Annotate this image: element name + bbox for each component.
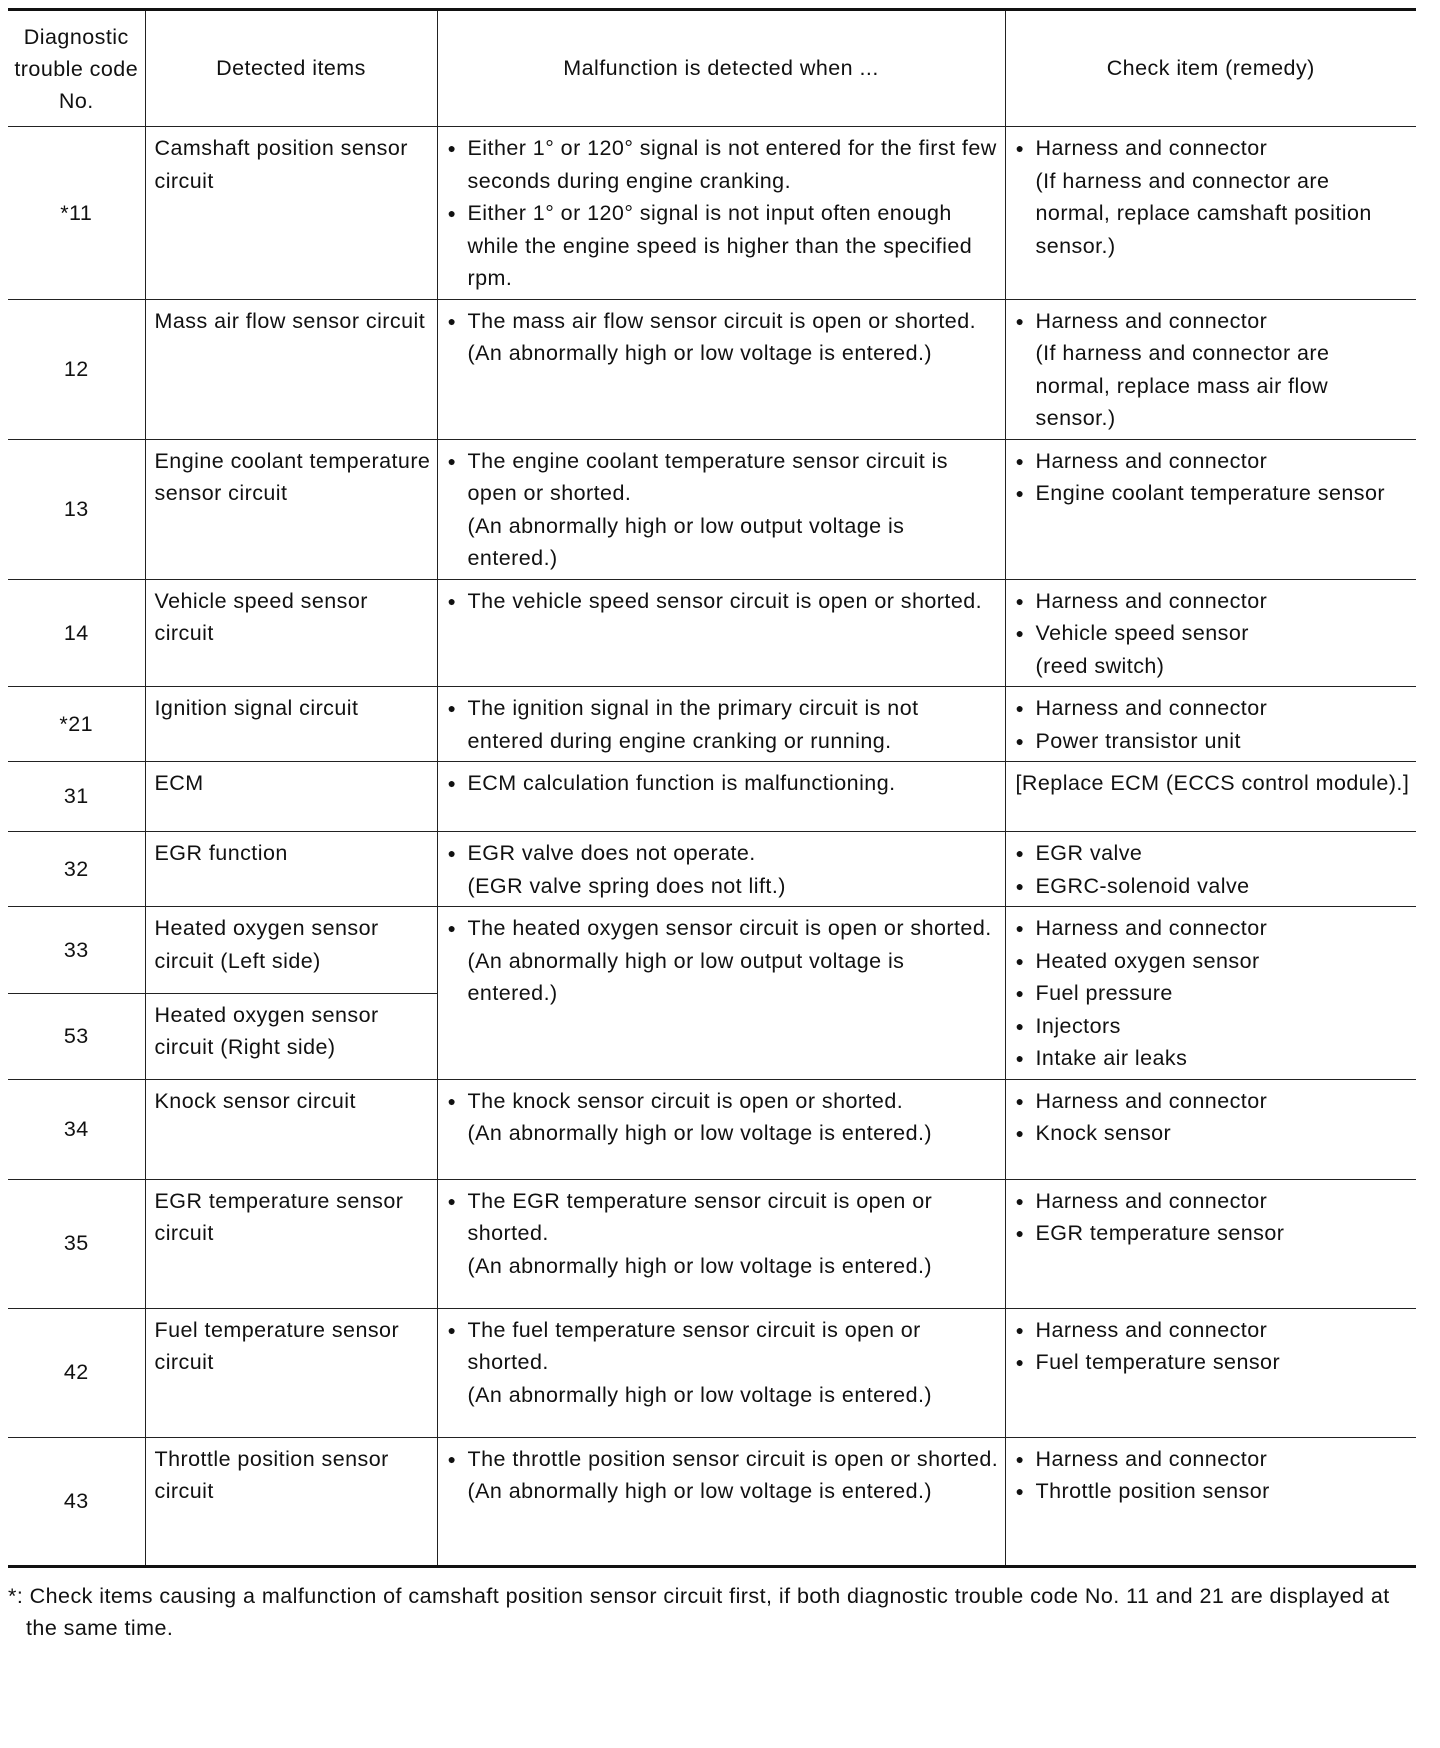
- detected-item: Heated oxygen sensor circuit (Right side): [145, 993, 437, 1079]
- malfunction-condition: [437, 687, 1005, 762]
- note-text: (An abnormally high or low voltage is entered.): [467, 1121, 933, 1145]
- note-text: (An abnormally high or low output voltage is entered.): [467, 513, 905, 570]
- bullet-item: ● The throttle position sensor circuit is open or shorted.: [448, 1443, 999, 1476]
- bullet-item: ● EGR valve does not operate.: [448, 837, 999, 870]
- detected-item: Heated oxygen sensor circuit (Left side): [145, 907, 437, 994]
- check-item-remedy: [1005, 1079, 1416, 1179]
- check-item-remedy: [1005, 1179, 1416, 1308]
- bullet-item: ● The ignition signal in the primary circuit is not entered during engine cranking or running.: [448, 692, 999, 757]
- malfunction-condition: [437, 1437, 1005, 1566]
- table-row: [8, 579, 1416, 687]
- note-text: (An abnormally high or low voltage is entered.): [467, 341, 933, 365]
- bullet-item: ● The heated oxygen sensor circuit is open or shorted.: [448, 912, 999, 945]
- bullet-item: ● The fuel temperature sensor circuit is open or shorted.: [448, 1314, 999, 1379]
- bullet-item: ● Harness and connector: [1016, 1085, 1411, 1118]
- table-row: [8, 687, 1416, 762]
- table-body: [8, 127, 1416, 1567]
- bullet-item: ● The knock sensor circuit is open or shorted.: [448, 1085, 999, 1118]
- bullet-item: ● Harness and connector: [1016, 1443, 1411, 1476]
- check-item-remedy: [1005, 762, 1416, 832]
- trouble-code: *21: [8, 687, 145, 762]
- bullet-item: ● Either 1° or 120° signal is not input often enough while the engine speed is higher than the specified rpm.: [448, 197, 999, 295]
- table-row: [8, 762, 1416, 832]
- header-check-item: Check item (remedy): [1005, 10, 1416, 127]
- bullet-item: ● The EGR temperature sensor circuit is open or shorted.: [448, 1185, 999, 1250]
- header-detected-items: Detected items: [145, 10, 437, 127]
- trouble-code: *11: [8, 127, 145, 300]
- note-text: (An abnormally high or low voltage is entered.): [467, 1382, 933, 1407]
- header-malfunction: Malfunction is detected when ...: [437, 10, 1005, 127]
- malfunction-condition: [437, 1179, 1005, 1308]
- trouble-code: 31: [8, 762, 145, 832]
- trouble-code: 53: [8, 993, 145, 1079]
- note-text: (An abnormally high or low voltage is entered.): [467, 1253, 933, 1278]
- bullet-item: ● Harness and connector: [1016, 305, 1411, 338]
- check-item-remedy: [1005, 127, 1416, 300]
- check-item-remedy: [1005, 1437, 1416, 1566]
- bullet-item: ● ECM calculation function is malfunctioning.: [448, 767, 999, 800]
- malfunction-condition: [437, 762, 1005, 832]
- table-row: [8, 1437, 1416, 1566]
- table-row: [8, 1079, 1416, 1179]
- detected-item: Fuel temperature sensor circuit: [145, 1308, 437, 1437]
- bullet-item: ● Injectors: [1016, 1010, 1411, 1043]
- detected-item: Engine coolant temperature sensor circuit: [145, 439, 437, 579]
- bullet-item: ● Harness and connector: [1016, 445, 1411, 478]
- bullet-item: ● EGR temperature sensor: [1016, 1217, 1411, 1250]
- bullet-item: ● Heated oxygen sensor: [1016, 945, 1411, 978]
- detected-item: Camshaft position sensor circuit: [145, 127, 437, 300]
- bullet-item: ● Harness and connector: [1016, 585, 1411, 618]
- table-row: [8, 1308, 1416, 1437]
- detected-item: Throttle position sensor circuit: [145, 1437, 437, 1566]
- bullet-item: ● The vehicle speed sensor circuit is open or shorted.: [448, 585, 999, 618]
- bullet-item: ● Harness and connector: [1016, 1185, 1411, 1218]
- bullet-item: ● Engine coolant temperature sensor: [1016, 477, 1411, 510]
- bullet-item: ● Harness and connector: [1016, 1314, 1411, 1347]
- detected-item: ECM: [145, 762, 437, 832]
- trouble-code: 32: [8, 832, 145, 907]
- bullet-item: ● The mass air flow sensor circuit is open or shorted.: [448, 305, 999, 338]
- note-text: (If harness and connector are normal, replace mass air flow sensor.): [1035, 341, 1330, 430]
- malfunction-condition: [437, 579, 1005, 687]
- note-text: (reed switch): [1035, 653, 1165, 678]
- table-row: [8, 299, 1416, 439]
- check-item-remedy: [1005, 832, 1416, 907]
- bullet-item: ● Fuel pressure: [1016, 977, 1411, 1010]
- check-item-remedy: [1005, 299, 1416, 439]
- trouble-code: 43: [8, 1437, 145, 1566]
- check-item-remedy: [1005, 1308, 1416, 1437]
- footnote: *: Check items causing a malfunction of camshaft position sensor circuit first, if both diagnostic trouble code No. 11 and 21 are displayed at the same time.: [8, 1583, 1390, 1640]
- document-page: [8, 8, 1416, 1644]
- bullet-item: ● Either 1° or 120° signal is not entered for the first few seconds during engine cranking.: [448, 132, 999, 197]
- trouble-code: 35: [8, 1179, 145, 1308]
- trouble-code: 12: [8, 299, 145, 439]
- trouble-code: 42: [8, 1308, 145, 1437]
- bullet-item: ● Harness and connector: [1016, 692, 1411, 725]
- table-row: [8, 127, 1416, 300]
- detected-item: Ignition signal circuit: [145, 687, 437, 762]
- malfunction-condition: [437, 1308, 1005, 1437]
- bullet-item: ● EGRC-solenoid valve: [1016, 870, 1411, 903]
- check-item-remedy: [1005, 687, 1416, 762]
- detected-item: EGR temperature sensor circuit: [145, 1179, 437, 1308]
- bullet-item: ● Vehicle speed sensor: [1016, 617, 1411, 650]
- malfunction-condition: [437, 907, 1005, 1080]
- detected-item: Mass air flow sensor circuit: [145, 299, 437, 439]
- header-code: Diagnostic trouble code No.: [8, 10, 145, 127]
- bullet-item: ● EGR valve: [1016, 837, 1411, 870]
- diagnostic-trouble-code-table: [8, 8, 1416, 1568]
- bullet-item: ● Throttle position sensor: [1016, 1475, 1411, 1508]
- bullet-item: ● Harness and connector: [1016, 912, 1411, 945]
- malfunction-condition: [437, 127, 1005, 300]
- bullet-item: ● The engine coolant temperature sensor circuit is open or shorted.: [448, 445, 999, 510]
- header-row: [8, 10, 1416, 127]
- trouble-code: 33: [8, 907, 145, 994]
- table-row: [8, 1179, 1416, 1308]
- trouble-code: 14: [8, 579, 145, 687]
- malfunction-condition: [437, 832, 1005, 907]
- table-row: [8, 907, 1416, 994]
- bullet-item: ● Harness and connector: [1016, 132, 1411, 165]
- malfunction-condition: [437, 439, 1005, 579]
- check-item-remedy: [1005, 579, 1416, 687]
- trouble-code: 34: [8, 1079, 145, 1179]
- bullet-item: ● Power transistor unit: [1016, 725, 1411, 758]
- note-text: (EGR valve spring does not lift.): [467, 873, 786, 898]
- check-item-remedy: [1005, 907, 1416, 1080]
- note-text: (If harness and connector are normal, replace camshaft position sensor.): [1035, 168, 1372, 258]
- check-item-remedy: [1005, 439, 1416, 579]
- detected-item: Knock sensor circuit: [145, 1079, 437, 1179]
- detected-item: EGR function: [145, 832, 437, 907]
- malfunction-condition: [437, 1079, 1005, 1179]
- bullet-item: ● Knock sensor: [1016, 1117, 1411, 1150]
- text-line: [Replace ECM (ECCS control module).]: [1015, 771, 1410, 795]
- bullet-item: ● Fuel temperature sensor: [1016, 1346, 1411, 1379]
- note-text: (An abnormally high or low output voltage is entered.): [467, 948, 905, 1005]
- note-text: (An abnormally high or low voltage is entered.): [467, 1479, 933, 1503]
- malfunction-condition: [437, 299, 1005, 439]
- detected-item: Vehicle speed sensor circuit: [145, 579, 437, 687]
- table-row: [8, 439, 1416, 579]
- table-row: [8, 832, 1416, 907]
- bullet-item: ● Intake air leaks: [1016, 1042, 1411, 1075]
- trouble-code: 13: [8, 439, 145, 579]
